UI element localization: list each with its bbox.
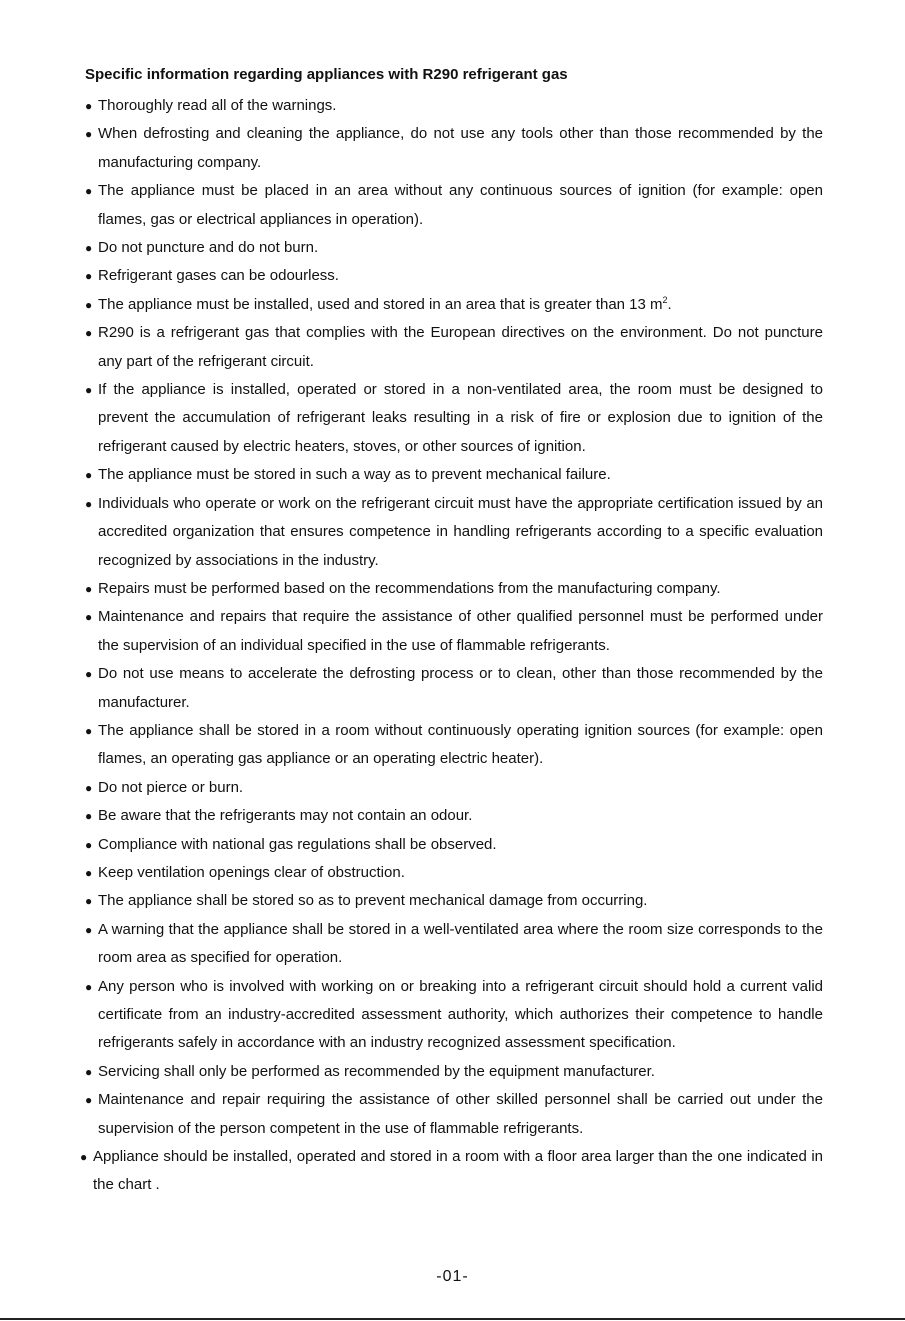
list-item-text: When defrosting and cleaning the appliance, do not use any tools other than those recommended by the manufacturing company. — [98, 125, 823, 171]
bullet-icon: ● — [85, 894, 93, 909]
bullet-icon: ● — [85, 241, 93, 256]
bullet-icon: ● — [85, 496, 93, 511]
bullet-icon: ● — [85, 865, 93, 880]
bullet-icon: ● — [85, 269, 93, 284]
bullet-icon: ● — [85, 1093, 93, 1108]
list-item — [85, 887, 823, 915]
list-item-text: Individuals who operate or work on the refrigerant circuit must have the appropriate certification issued by an accredited organization that ensures competence in handling refrigerants according to a specific evaluation recognized by associations in the industry. — [98, 494, 823, 569]
list-item — [85, 490, 823, 575]
list-item — [85, 603, 823, 660]
list-item — [85, 916, 823, 973]
list-item — [85, 177, 823, 234]
area-text-end: . — [667, 295, 672, 313]
list-item — [85, 575, 823, 603]
list-item — [85, 1058, 823, 1086]
bullet-icon: ● — [85, 667, 93, 682]
list-item-text: R290 is a refrigerant gas that complies with the European directives on the environment. Do not puncture any part of the refrigerant circuit. — [98, 324, 823, 370]
list-item-text: Appliance should be installed, operated and stored in a room with a floor area larger than the one indicated in the chart . — [93, 1148, 823, 1194]
list-item — [85, 234, 823, 262]
footer-divider — [0, 1318, 905, 1320]
list-item-text: If the appliance is installed, operated or stored in a non-ventilated area, the room must be designed to prevent the accumulation of refrigerant leaks resulting in a risk of fire or explosion due to ignition of the refrigerant caused by electric heaters, stoves, or other sources of ignition. — [98, 381, 823, 455]
list-item-text: Be aware that the refrigerants may not contain an odour. — [98, 807, 473, 825]
bullet-icon: ● — [85, 184, 93, 199]
list-item-text: Thoroughly read all of the warnings. — [98, 97, 337, 114]
list-item — [85, 802, 823, 830]
area-superscript: 2 — [662, 294, 668, 305]
list-item-text: Do not pierce or burn. — [98, 778, 244, 796]
list-item — [85, 120, 823, 177]
bullet-icon: ● — [85, 297, 93, 312]
bullet-icon: ● — [85, 780, 93, 795]
list-item — [85, 831, 823, 859]
list-item — [85, 774, 823, 802]
list-item — [85, 660, 823, 717]
page-number: -01- — [436, 1268, 469, 1285]
list-item-text: The appliance must be placed in an area without any continuous sources of ignition (for example: open flames, gas or electrical appliances in operation). — [98, 182, 823, 228]
bullet-icon: ● — [85, 922, 93, 937]
bullet-icon: ● — [85, 723, 93, 738]
bullet-icon: ● — [85, 127, 93, 142]
list-item-text: The appliance must be stored in such a way as to prevent mechanical failure. — [98, 466, 611, 484]
list-item-text: Refrigerant gases can be odourless. — [98, 267, 339, 285]
list-item-text: Any person who is involved with working on or breaking into a refrigerant circuit should hold a current valid certificate from an industry-accredited assessment authority, which authorizes their competence to handle refrigerants safely in accordance with an industry recognized assessment specification. — [98, 977, 823, 1052]
list-item — [85, 717, 823, 774]
list-item — [85, 1086, 823, 1143]
bullet-icon: ● — [85, 1064, 93, 1079]
bullet-icon: ● — [85, 837, 93, 852]
list-item-text: Repairs must be performed based on the recommendations from the manufacturing company. — [98, 579, 721, 597]
list-item-text: Do not use means to accelerate the defrosting process or to clean, other than those recommended by the manufacturer. — [98, 665, 823, 711]
list-item-text — [98, 291, 823, 319]
bullet-icon: ● — [85, 979, 93, 994]
bullet-icon: ● — [85, 610, 93, 625]
list-item-text: Compliance with national gas regulations shall be observed. — [98, 835, 497, 853]
list-item-text: The appliance shall be stored so as to prevent mechanical damage from occurring. — [98, 892, 648, 910]
list-item — [85, 461, 823, 489]
list-item — [85, 376, 823, 461]
list-item — [85, 92, 823, 120]
bullet-icon: ● — [85, 99, 93, 113]
area-text: The appliance must be installed, used and stored in an area that is greater than 13 m — [98, 295, 663, 313]
list-item-text: A warning that the appliance shall be stored in a well-ventilated area where the room size corresponds to the room area as specified for operation. — [98, 920, 823, 967]
list-item — [85, 319, 823, 376]
bullet-icon: ● — [85, 326, 93, 341]
list-item-text: Maintenance and repair requiring the assistance of other skilled personnel shall be carried out under the supervision of the person competent in the use of flammable refrigerants. — [98, 1091, 823, 1137]
list-item — [80, 1143, 823, 1200]
list-item-text: Do not puncture and do not burn. — [98, 239, 319, 257]
section-heading: Specific information regarding appliances with R290 refrigerant gas — [85, 66, 568, 83]
bullet-icon: ● — [85, 468, 93, 483]
bullet-icon: ● — [80, 1150, 88, 1165]
list-item-text: The appliance shall be stored in a room without continuously operating ignition sources (for example: open flames, an operating gas appliance or an operating electric heater). — [98, 721, 823, 768]
list-item-text: Maintenance and repairs that require the assistance of other qualified personnel must be performed under the supervision of an individual specified in the use of flammable refrigerants. — [98, 608, 823, 654]
bullet-icon: ● — [85, 581, 93, 596]
list-item — [85, 859, 823, 887]
list-item — [85, 291, 823, 319]
list-item — [85, 973, 823, 1058]
bullet-icon: ● — [85, 809, 93, 824]
list-item — [85, 262, 823, 290]
list-item-text: Servicing shall only be performed as recommended by the equipment manufacturer. — [98, 1062, 655, 1080]
bullet-icon: ● — [85, 383, 93, 398]
warning-list — [80, 92, 823, 1200]
list-item-text: Keep ventilation openings clear of obstruction. — [98, 863, 405, 881]
